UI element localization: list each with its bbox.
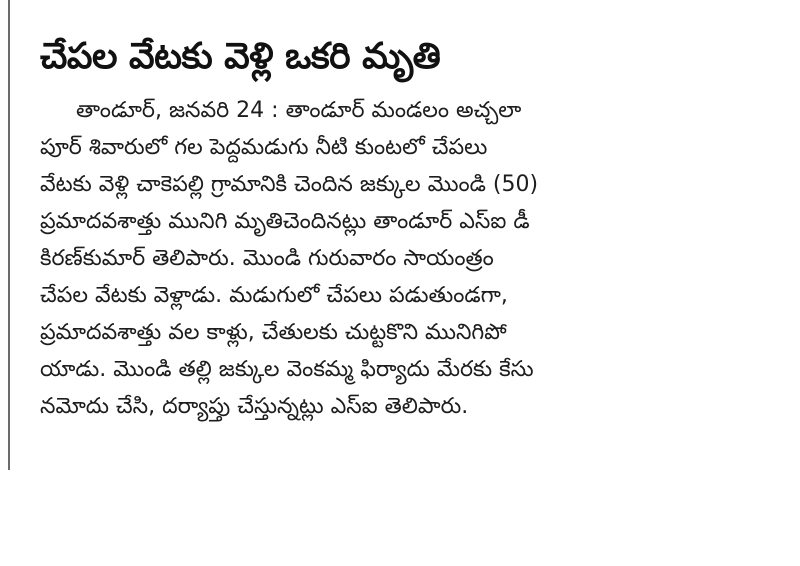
article-body [40, 92, 700, 425]
body-line: ప్రమాదవశాత్తు మునిగి మృతిచెందినట్లు తాండూర్ ఎస్ఐ డీ [40, 209, 530, 234]
body-line: ప్రమాదవశాత్తు వల కాళ్లు, చేతులకు చుట్టకొని మునిగిపో [40, 320, 507, 345]
body-line: చేపల వేటకు వెళ్లాడు. మడుగులో చేపలు పడుతుండగా, [40, 283, 508, 308]
body-line: వేటకు వెళ్లి చాకెపల్లి గ్రామానికి చెందిన జక్కుల మొండి (50) [40, 172, 539, 197]
column-rule [8, 0, 10, 470]
body-line: పూర్ శివారులో గల పెద్దమడుగు నీటి కుంటలో చేపలు [40, 135, 488, 160]
body-line: యాడు. మొండి తల్లి జక్కుల వెంకమ్మ ఫిర్యాదు మేరకు కేసు [40, 357, 534, 382]
cut-off-previous-text [40, 0, 700, 10]
body-line: కిరణ్‌కుమార్ తెలిపారు. మొండి గురువారం సాయంత్రం [40, 246, 494, 271]
body-line: నమోదు చేసి, దర్యాప్తు చేస్తున్నట్లు ఎస్ఐ తెలిపారు. [40, 394, 469, 419]
body-line: తాండూర్, జనవరి 24 : తాండూర్ మండలం అచ్చలా [76, 98, 522, 123]
article-headline: చేపల వేటకు వెళ్లి ఒకరి మృతి [40, 36, 441, 77]
news-article [40, 30, 700, 425]
